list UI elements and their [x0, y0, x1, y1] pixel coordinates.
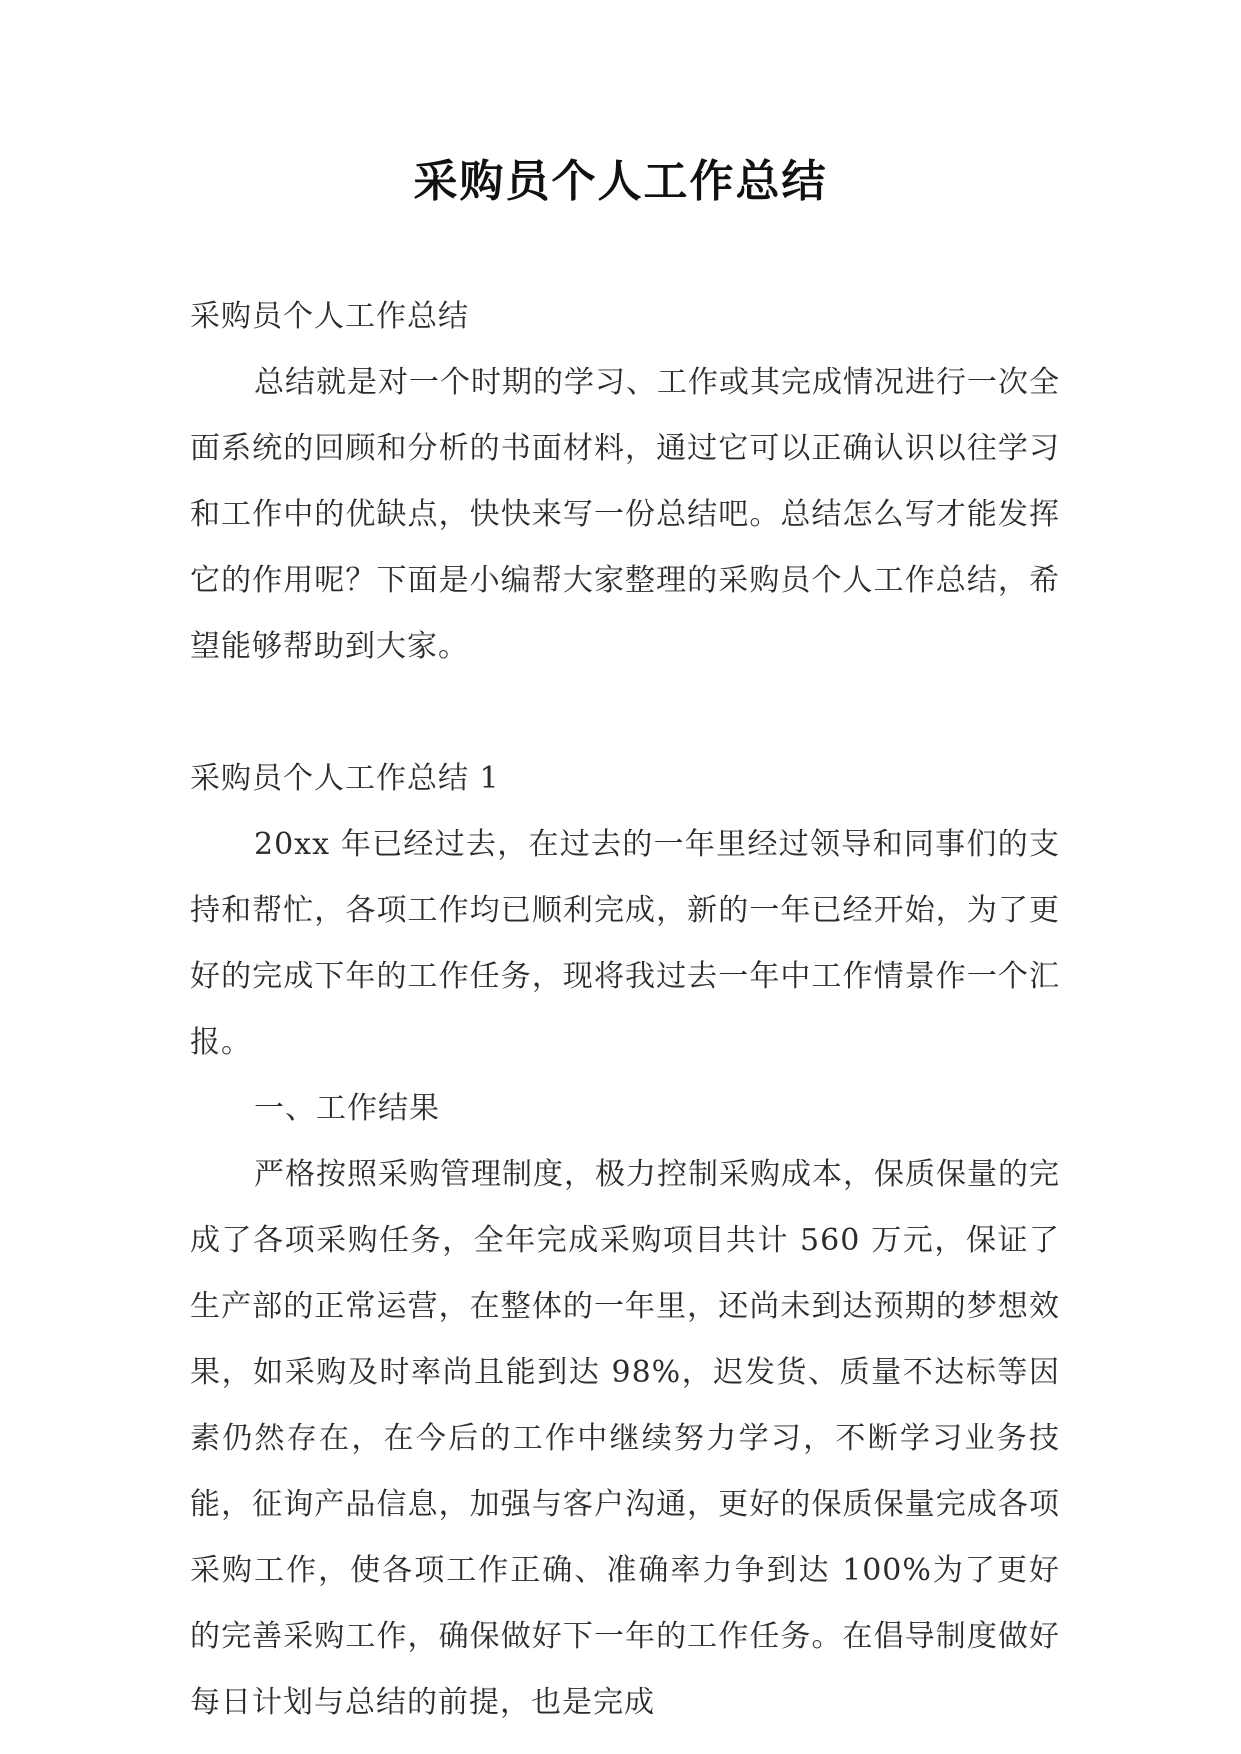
document-title: 采购员个人工作总结 — [413, 156, 828, 207]
intro-paragraph: 总结就是对一个时期的学习、工作或其完成情况进行一次全面系统的回顾和分析的书面材料，通过它可以正确认识以往学习和工作中的优缺点，快快来写一份总结吧。总结怎么写才能发挥它的作用呢？下面是小编帮大家整理的采购员个人工作总结，希望能够帮助到大家。 — [190, 365, 1060, 664]
section-heading: 采购员个人工作总结 1 — [190, 761, 500, 796]
section-paragraph-1: 20xx 年已经过去，在过去的一年里经过领导和同事们的支持和帮忙，各项工作均已顺利完成，新的一年已经开始，为了更好的完成下年的工作任务，现将我过去一年中工作情景作一个汇报。 — [190, 827, 1060, 1060]
document-subtitle: 采购员个人工作总结 — [190, 299, 469, 334]
section-paragraph-2: 严格按照采购管理制度，极力控制采购成本，保质保量的完成了各项采购任务，全年完成采购项目共计 560 万元，保证了生产部的正常运营，在整体的一年里，还尚未到达预期的梦想效果，如采购及时率尚且能到达 98%，迟发货、质量不达标等因素仍然存在，在今后的工作中继续努力学习，不断学习业务技能，征询产品信息，加强与客户沟通，更好的保质保量完成各项采购工作，使各项工作正确、准确率力争到达 100%为了更好的完善采购工作，确保做好下一年的工作任务。在倡导制度做好每日计划与总结的前提，也是完成 — [190, 1157, 1060, 1720]
paragraph-gap — [190, 680, 1060, 746]
subsection-heading: 一、工作结果 — [254, 1091, 440, 1126]
document-body — [190, 284, 1060, 1736]
